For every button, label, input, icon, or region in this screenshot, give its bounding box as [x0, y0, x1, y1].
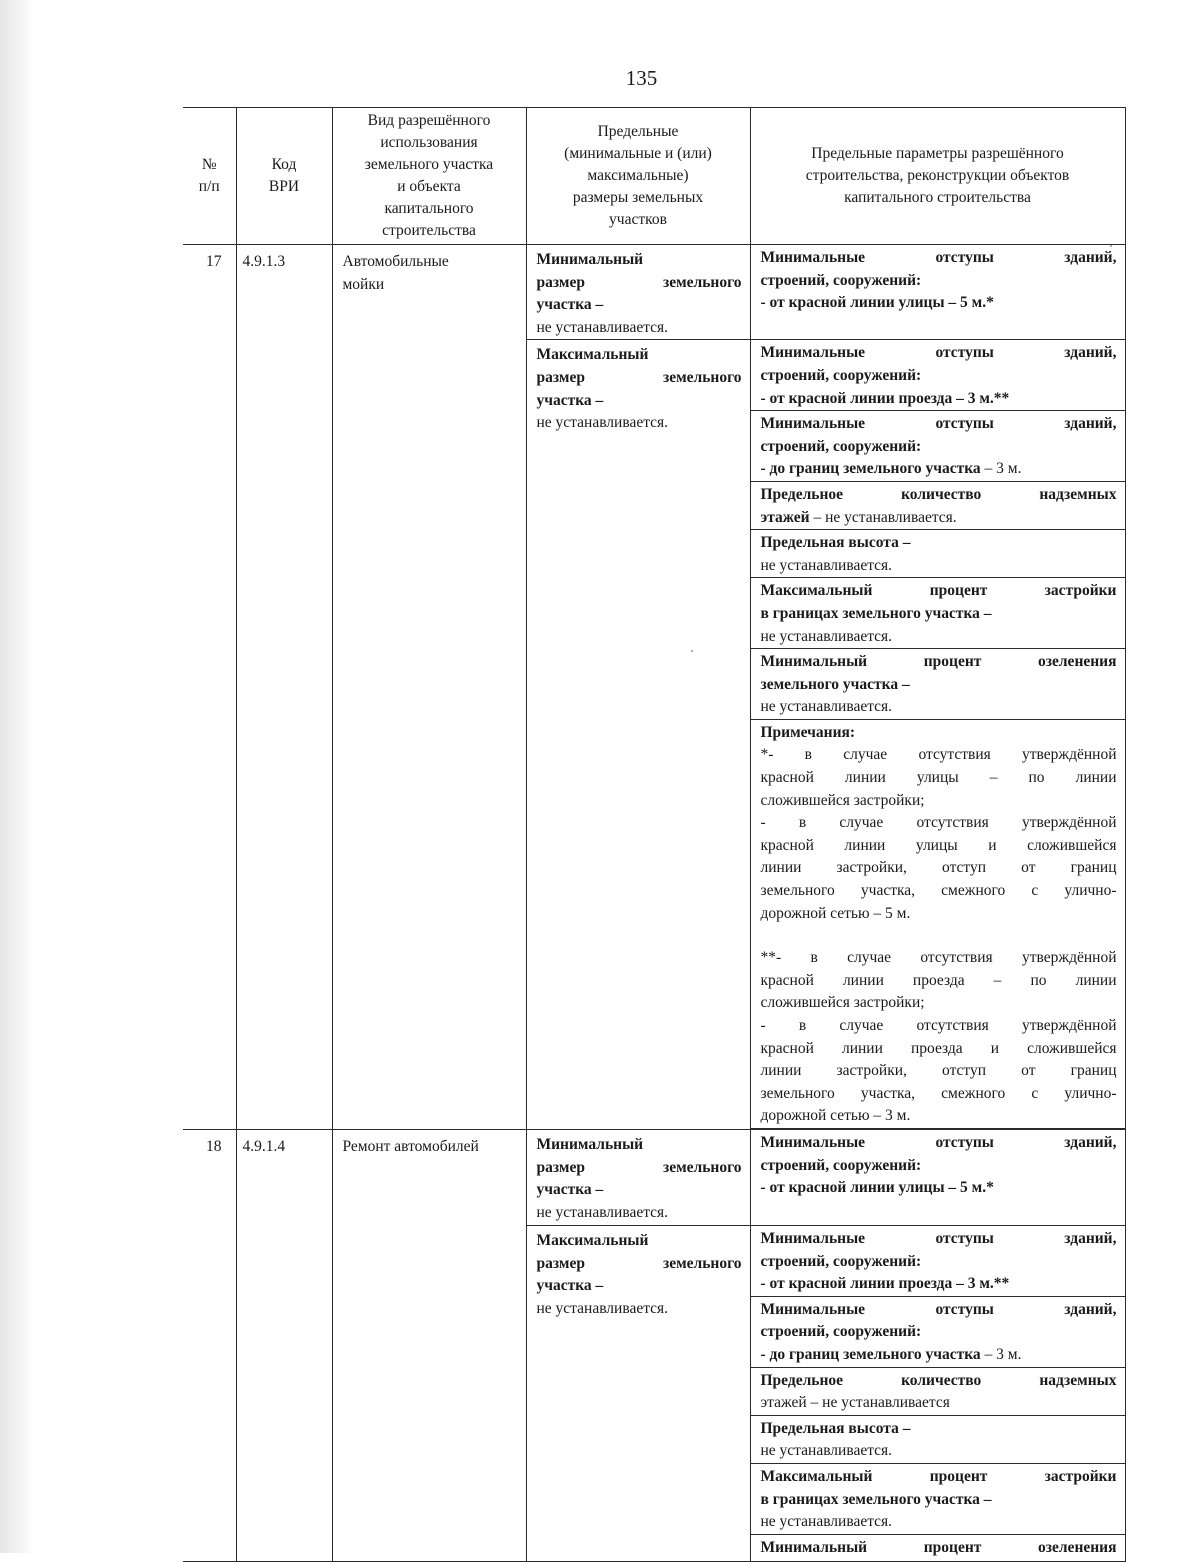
param-floors: Предельное количество надземных этажей – не устанавливается	[750, 1367, 1125, 1415]
row-vri: Автомобильные мойки	[332, 245, 526, 1130]
param-build-percent: Максимальный процент застройки в границах земельного участка – не устанавливается.	[750, 1463, 1125, 1534]
min-size-cell: Минимальный размер земельного участка – не устанавливается.	[526, 1129, 750, 1225]
max-size-cell: Максимальный размер земельного участка – не устанавливается.	[526, 340, 750, 1130]
header-size: Предельные (минимальные и (или) максимальные) размеры земельных участков	[526, 108, 750, 245]
row-vri: Ремонт автомобилей	[332, 1129, 526, 1561]
param-green-percent: Минимальный процент озеленения земельного участка – не устанавливается.	[750, 649, 1125, 720]
scan-shadow-edge	[0, 0, 34, 1553]
param-setback-street: Минимальные отступы зданий, строений, сооружений: - от красной линии улицы – 5 м.*	[750, 1129, 1125, 1225]
param-setback-border: Минимальные отступы зданий, строений, сооружений: - до границ земельного участка – 3 м.	[750, 411, 1125, 482]
table-row	[183, 245, 1125, 340]
page-number: 135	[625, 66, 658, 90]
scan-speck	[691, 650, 693, 652]
zoning-parameters-table	[183, 107, 1126, 1562]
header-params: Предельные параметры разрешённого строительства, реконструкции объектов капитального строительства	[750, 108, 1125, 245]
param-height: Предельная высота – не устанавливается.	[750, 530, 1125, 578]
min-size-cell: Минимальный размер земельного участка – не устанавливается.	[526, 245, 750, 340]
param-setback-drive: Минимальные отступы зданий, строений, сооружений: - от красной линии проезда – 3 м.**	[750, 1225, 1125, 1296]
scan-speck	[1110, 245, 1112, 247]
param-notes: Примечания: *- в случае отсутствия утверждённой красной линии улицы – по линии сложившейся застройки; - в случае отсутствия утверждённой красной линии улицы и сложившейся линии застройки, отступ от границ земельного участка, смежного с улично- дорожной сетью – 5 м. **- в случае отсутствия утверждённой красной линии проезда – по линии сложившейся застройки; - в случае отсутствия утверждённой красной линии проезда и сложившейся линии застройки, отступ от границ земельного участка, смежного с улично- дорожной сетью – 3 м.	[750, 719, 1125, 1128]
row-number: 17	[183, 245, 236, 1130]
param-floors: Предельное количество надземных этажей – не устанавливается.	[750, 481, 1125, 529]
row-number: 18	[183, 1129, 236, 1561]
header-code: Код ВРИ	[236, 108, 332, 245]
notes-title: Примечания:	[760, 723, 856, 741]
param-setback-street: Минимальные отступы зданий, строений, сооружений: - от красной линии улицы – 5 м.*	[750, 245, 1125, 340]
param-green-percent: Минимальный процент озеленения	[750, 1534, 1125, 1561]
header-vri: Вид разрешённого использования земельного участка и объекта капитального строительства	[332, 108, 526, 245]
param-setback-drive: Минимальные отступы зданий, строений, сооружений: - от красной линии проезда – 3 м.**	[750, 340, 1125, 411]
row-code: 4.9.1.4	[236, 1129, 332, 1561]
param-build-percent: Максимальный процент застройки в границах земельного участка – не устанавливается.	[750, 578, 1125, 649]
max-size-cell: Максимальный размер земельного участка – не устанавливается.	[526, 1225, 750, 1561]
param-setback-border: Минимальные отступы зданий, строений, сооружений: - до границ земельного участка – 3 м.	[750, 1296, 1125, 1367]
param-height: Предельная высота – не устанавливается.	[750, 1415, 1125, 1463]
row-code: 4.9.1.3	[236, 245, 332, 1130]
header-num: № п/п	[183, 108, 236, 245]
table-header-row	[183, 108, 1125, 245]
table-row	[183, 1129, 1125, 1225]
